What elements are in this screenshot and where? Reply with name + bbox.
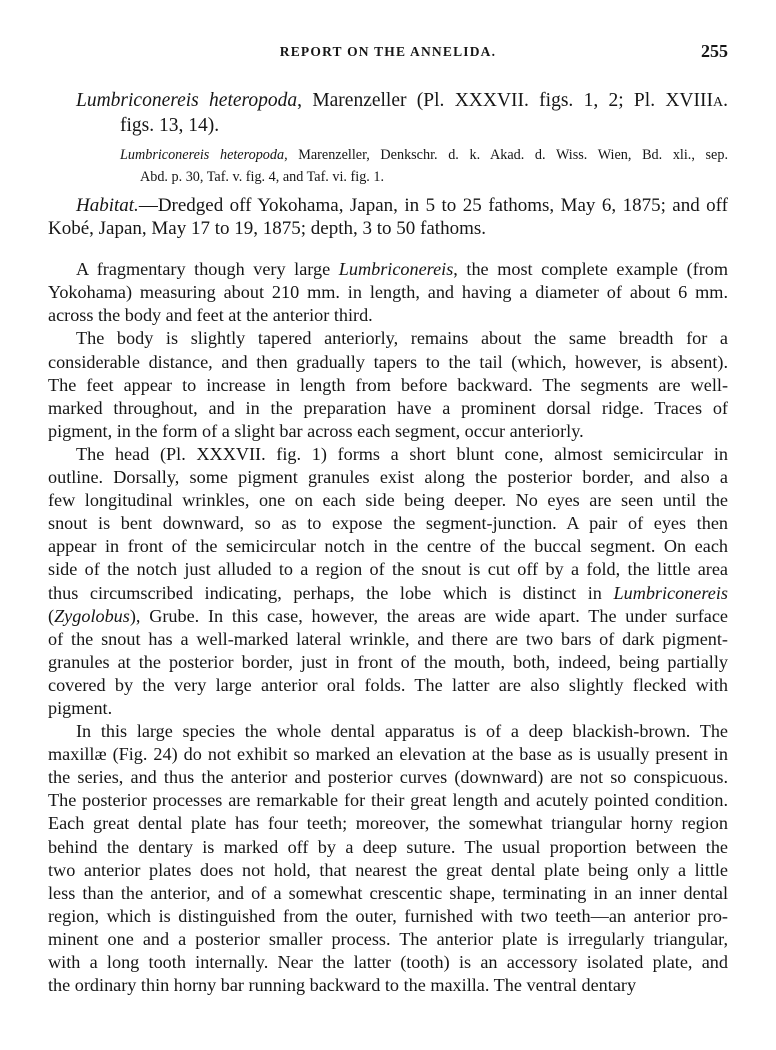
citation-line: Abd. p. 30, Taf. v. fig. 4, and Taf. vi. fig. 1.: [140, 169, 385, 185]
text-line: (Zygolobus), Grube. In this case, however, the areas are wide apart. The under surface: [48, 605, 728, 626]
text-line: appear in front of the semicircular notch in the centre of the buccal segment. On each: [48, 536, 728, 557]
text-line: maxillæ (Fig. 24) do not exhibit so marked an elevation at the base as is usually present in: [48, 744, 728, 765]
text-line: two anterior plates does not hold, that nearest the great dental plate being only a little: [48, 859, 728, 880]
text-line: region, which is distinguished from the outer, furnished with two teeth—an anterior pro-: [48, 905, 728, 926]
citation-line: Lumbriconereis heteropoda, Marenzeller, Denkschr. d. k. Akad. d. Wiss. Wien, Bd. xli., sep.: [120, 147, 728, 163]
text-line: with a long tooth internally. Near the latter (tooth) is an accessory isolated plate, and: [48, 952, 728, 972]
text-line: pigment, in the form of a slight bar across each segment, occur anteriorly.: [48, 420, 584, 441]
text-line: The feet appear to increase in length from before backward. The segments are well-: [48, 374, 728, 395]
text-line: The head (Pl. XXXVII. fig. 1) forms a short blunt cone, almost semicircular in: [76, 443, 728, 464]
text-line: pigment.: [48, 697, 113, 718]
text-line: across the body and feet at the anterior third.: [48, 305, 373, 326]
text-line: the series, and thus the anterior and posterior curves (downward) are not so conspicuous.: [48, 767, 728, 788]
text-line: snout is bent downward, so as to expose the segment-junction. A pair of eyes then: [48, 513, 728, 534]
text-line: granules at the posterior border, just in front of the mouth, both, indeed, being partially: [48, 651, 728, 672]
text-line: behind the dentary is marked off by a deep suture. The usual proportion between the: [48, 836, 728, 857]
heading-line: Lumbriconereis heteropoda, Marenzeller (Pl. XXXVII. figs. 1, 2; Pl. XVIIIA.: [76, 90, 728, 111]
text-line: covered by the very large anterior oral folds. The latter are also slightly flecked with: [48, 674, 728, 695]
paragraph: [48, 720, 728, 997]
text-line: Each great dental plate has four teeth; moreover, the somewhat triangular horny region: [48, 813, 728, 834]
text-line: In this large species the whole dental apparatus is of a deep blackish-brown. The: [76, 721, 728, 742]
running-header: [48, 41, 728, 68]
text-line: thus circumscribed indicating, perhaps, the lobe which is distinct in Lumbriconereis: [48, 582, 728, 603]
paragraph: [48, 327, 728, 442]
text-line: Yokohama) measuring about 210 mm. in length, and having a diameter of about 6 mm.: [48, 282, 728, 303]
text-line: The body is slightly tapered anteriorly, remains about the same breadth for a: [76, 328, 728, 349]
paragraph: [48, 258, 728, 327]
citation: [48, 144, 728, 188]
heading-line: figs. 13, 14).: [120, 115, 220, 136]
text-line: the ordinary thin horny bar running backward to the maxilla. The ventral dentary: [48, 975, 637, 996]
text-line: less than the anterior, and of a somewhat crescentic shape, terminating in an inner dental: [48, 882, 728, 903]
paragraph: [48, 443, 728, 720]
text-line: considerable distance, and then gradually tapers to the tail (which, however, is absent).: [48, 351, 728, 372]
habitat: [48, 194, 728, 240]
text-line: marked throughout, and in the preparation have a prominent dorsal ridge. Traces of: [48, 397, 728, 418]
page-number: 255: [701, 41, 728, 61]
habitat-line: Kobé, Japan, May 17 to 19, 1875; depth, 3 to 50 fathoms.: [48, 218, 487, 240]
running-title: REPORT ON THE ANNELIDA.: [279, 44, 497, 59]
species-heading: [48, 88, 728, 138]
text-line: minent one and a posterior smaller process. The anterior plate is irregularly triangular,: [48, 928, 728, 949]
text-line: side of the notch just alluded to a region of the snout is cut off by a fold, the little area: [48, 559, 728, 580]
text-line: outline. Dorsally, some pigment granules exist along the posterior border, and also a: [48, 467, 728, 488]
text-line: The posterior processes are remarkable for their great length and acutely pointed condition.: [48, 790, 728, 811]
text-line: A fragmentary though very large Lumbriconereis, the most complete example (from: [76, 259, 728, 280]
habitat-line: Habitat.—Dredged off Yokohama, Japan, in 5 to 25 fathoms, May 6, 1875; and off: [76, 195, 728, 216]
page-body: [48, 88, 728, 997]
body-paragraphs: [48, 258, 728, 997]
text-line: few longitudinal wrinkles, one on each side being deeper. No eyes are seen until the: [48, 490, 728, 511]
text-line: of the snout has a well-marked lateral wrinkle, and there are two bars of dark pigment-: [48, 628, 728, 649]
